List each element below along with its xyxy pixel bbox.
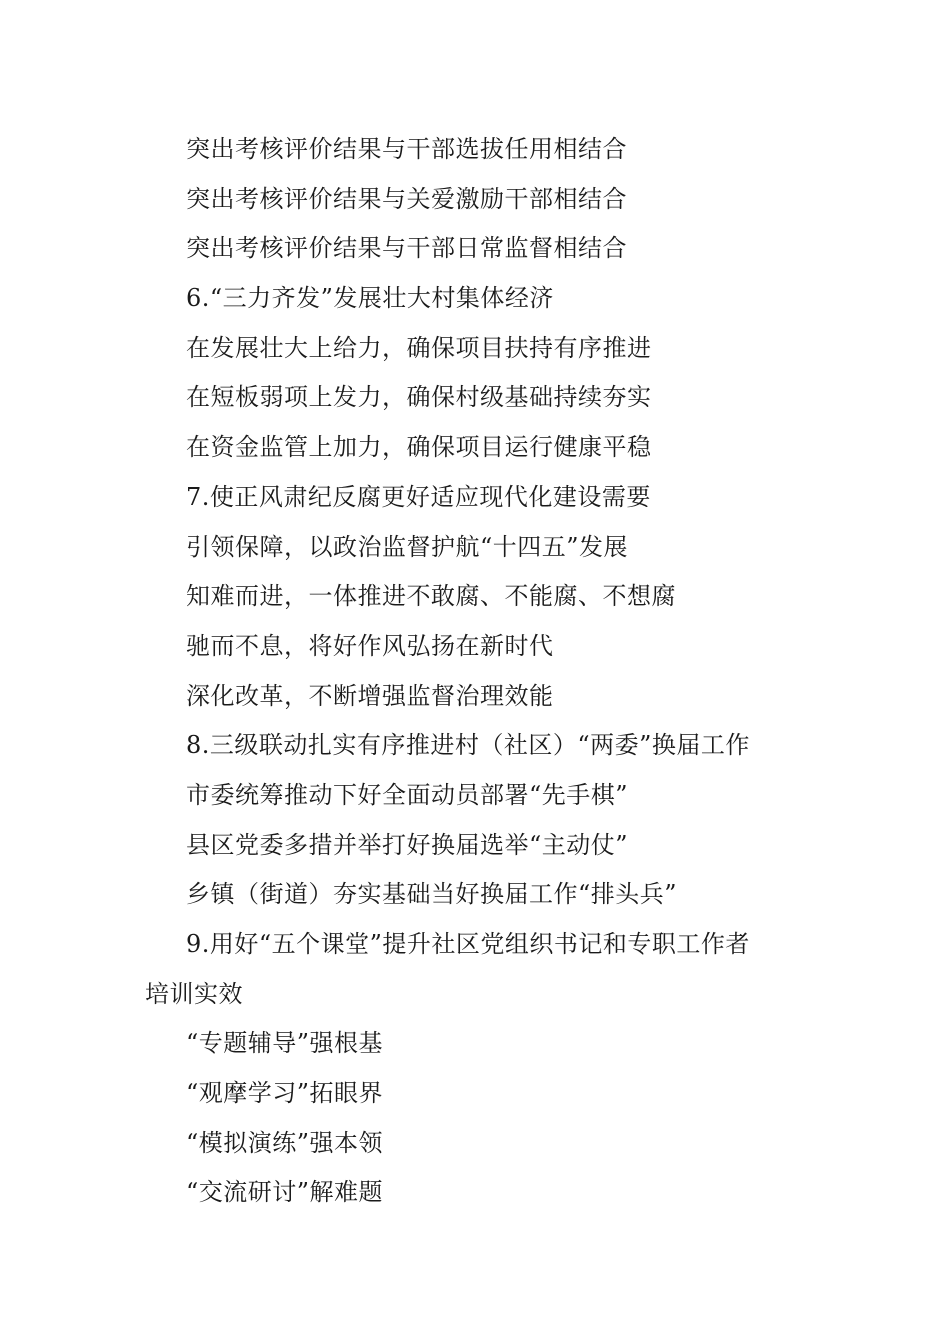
section-heading-continuation: 培训实效 — [145, 979, 243, 1008]
text-line: 在短板弱项上发力，确保村级基础持续夯实 — [186, 383, 652, 412]
text-line: “交流研讨”解难题 — [186, 1178, 384, 1207]
section-heading: 8.三级联动扎实有序推进村（社区）“两委”换届工作 — [186, 731, 750, 760]
text-line: 在发展壮大上给力，确保项目扶持有序推进 — [186, 333, 652, 362]
text-line: 在资金监管上加力，确保项目运行健康平稳 — [186, 433, 652, 462]
section-heading: 6.“三力齐发”发展壮大村集体经济 — [186, 284, 554, 313]
text-line: 深化改革，不断增强监督治理效能 — [186, 681, 554, 710]
text-line: 乡镇（街道）夯实基础当好换届工作“排头兵” — [186, 880, 678, 909]
text-line: “模拟演练”强本领 — [186, 1128, 384, 1157]
document-body — [0, 125, 950, 1218]
text-line: “专题辅导”强根基 — [186, 1029, 384, 1058]
text-line: “观摩学习”拓眼界 — [186, 1079, 384, 1108]
text-line: 突出考核评价结果与干部日常监督相结合 — [186, 234, 627, 263]
text-line: 知难而进，一体推进不敢腐、不能腐、不想腐 — [186, 582, 676, 611]
section-heading: 9.用好“五个课堂”提升社区党组织书记和专职工作者 — [186, 930, 750, 958]
text-line: 突出考核评价结果与关爱激励干部相结合 — [186, 184, 627, 213]
text-line: 县区党委多措并举打好换届选举“主动仗” — [186, 830, 629, 859]
text-line: 市委统筹推动下好全面动员部署“先手棋” — [186, 780, 629, 809]
text-line: 突出考核评价结果与干部选拔任用相结合 — [186, 135, 627, 163]
text-line: 驰而不息，将好作风弘扬在新时代 — [186, 631, 554, 660]
text-line: 引领保障，以政治监督护航“十四五”发展 — [186, 532, 629, 561]
section-heading: 7.使正风肃纪反腐更好适应现代化建设需要 — [186, 482, 651, 511]
